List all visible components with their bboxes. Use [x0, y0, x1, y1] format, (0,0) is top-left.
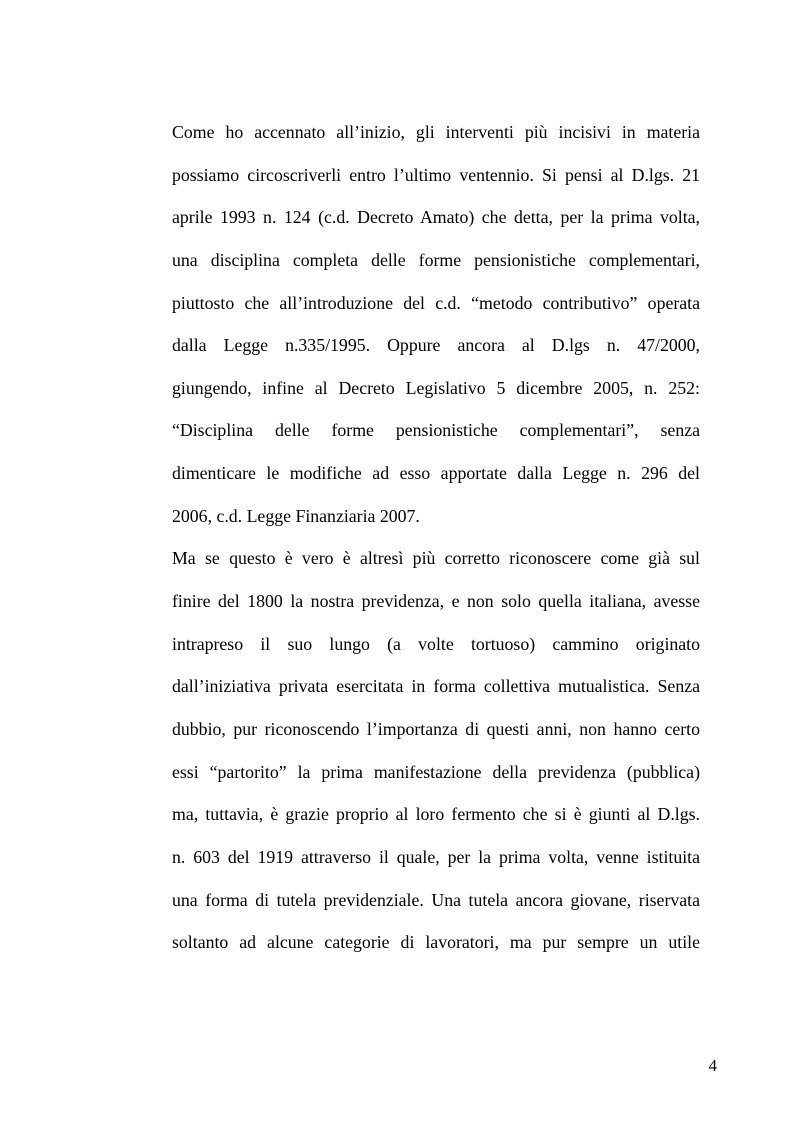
text-line: piuttosto che all’introduzione del c.d. “metodo contributivo” operata	[172, 292, 700, 313]
body-text	[172, 114, 700, 967]
text-line: giungendo, infine al Decreto Legislativo 5 dicembre 2005, n. 252:	[172, 377, 700, 398]
text-line: dall’iniziativa privata esercitata in forma collettiva mutualistica. Senza	[172, 676, 700, 697]
text-line: finire del 1800 la nostra previdenza, e non solo quella italiana, avesse	[172, 591, 700, 612]
text-line: possiamo circoscriverli entro l’ultimo ventennio. Si pensi al D.lgs. 21	[172, 164, 700, 185]
text-line: n. 603 del 1919 attraverso il quale, per la prima volta, venne istituita	[172, 846, 700, 867]
text-line: dimenticare le modifiche ad esso apportate dalla Legge n. 296 del	[172, 463, 700, 484]
text-line: aprile 1993 n. 124 (c.d. Decreto Amato) che detta, per la prima volta,	[172, 207, 700, 228]
text-line: Ma se questo è vero è altresì più corretto riconoscere come già sul	[172, 548, 700, 569]
text-line: soltanto ad alcune categorie di lavoratori, ma pur sempre un utile	[172, 932, 700, 953]
text-line: ma, tuttavia, è grazie proprio al loro fermento che si è giunti al D.lgs.	[172, 804, 700, 825]
text-line: essi “partorito” la prima manifestazione della previdenza (pubblica)	[172, 761, 700, 782]
text-line: una forma di tutela previdenziale. Una tutela ancora giovane, riservata	[172, 889, 700, 910]
text-line: intrapreso il suo lungo (a volte tortuoso) cammino originato	[172, 633, 700, 654]
text-line: dubbio, pur riconoscendo l’importanza di questi anni, non hanno certo	[172, 718, 700, 739]
text-line: dalla Legge n.335/1995. Oppure ancora al D.lgs n. 47/2000,	[172, 335, 700, 356]
page-number: 4	[708, 1056, 717, 1075]
text-line: Come ho accennato all’inizio, gli interventi più incisivi in materia	[172, 122, 700, 142]
text-line: 2006, c.d. Legge Finanziaria 2007.	[172, 505, 420, 526]
text-line: “Disciplina delle forme pensionistiche complementari”, senza	[172, 420, 700, 441]
text-line: una disciplina completa delle forme pensionistiche complementari,	[172, 249, 700, 270]
